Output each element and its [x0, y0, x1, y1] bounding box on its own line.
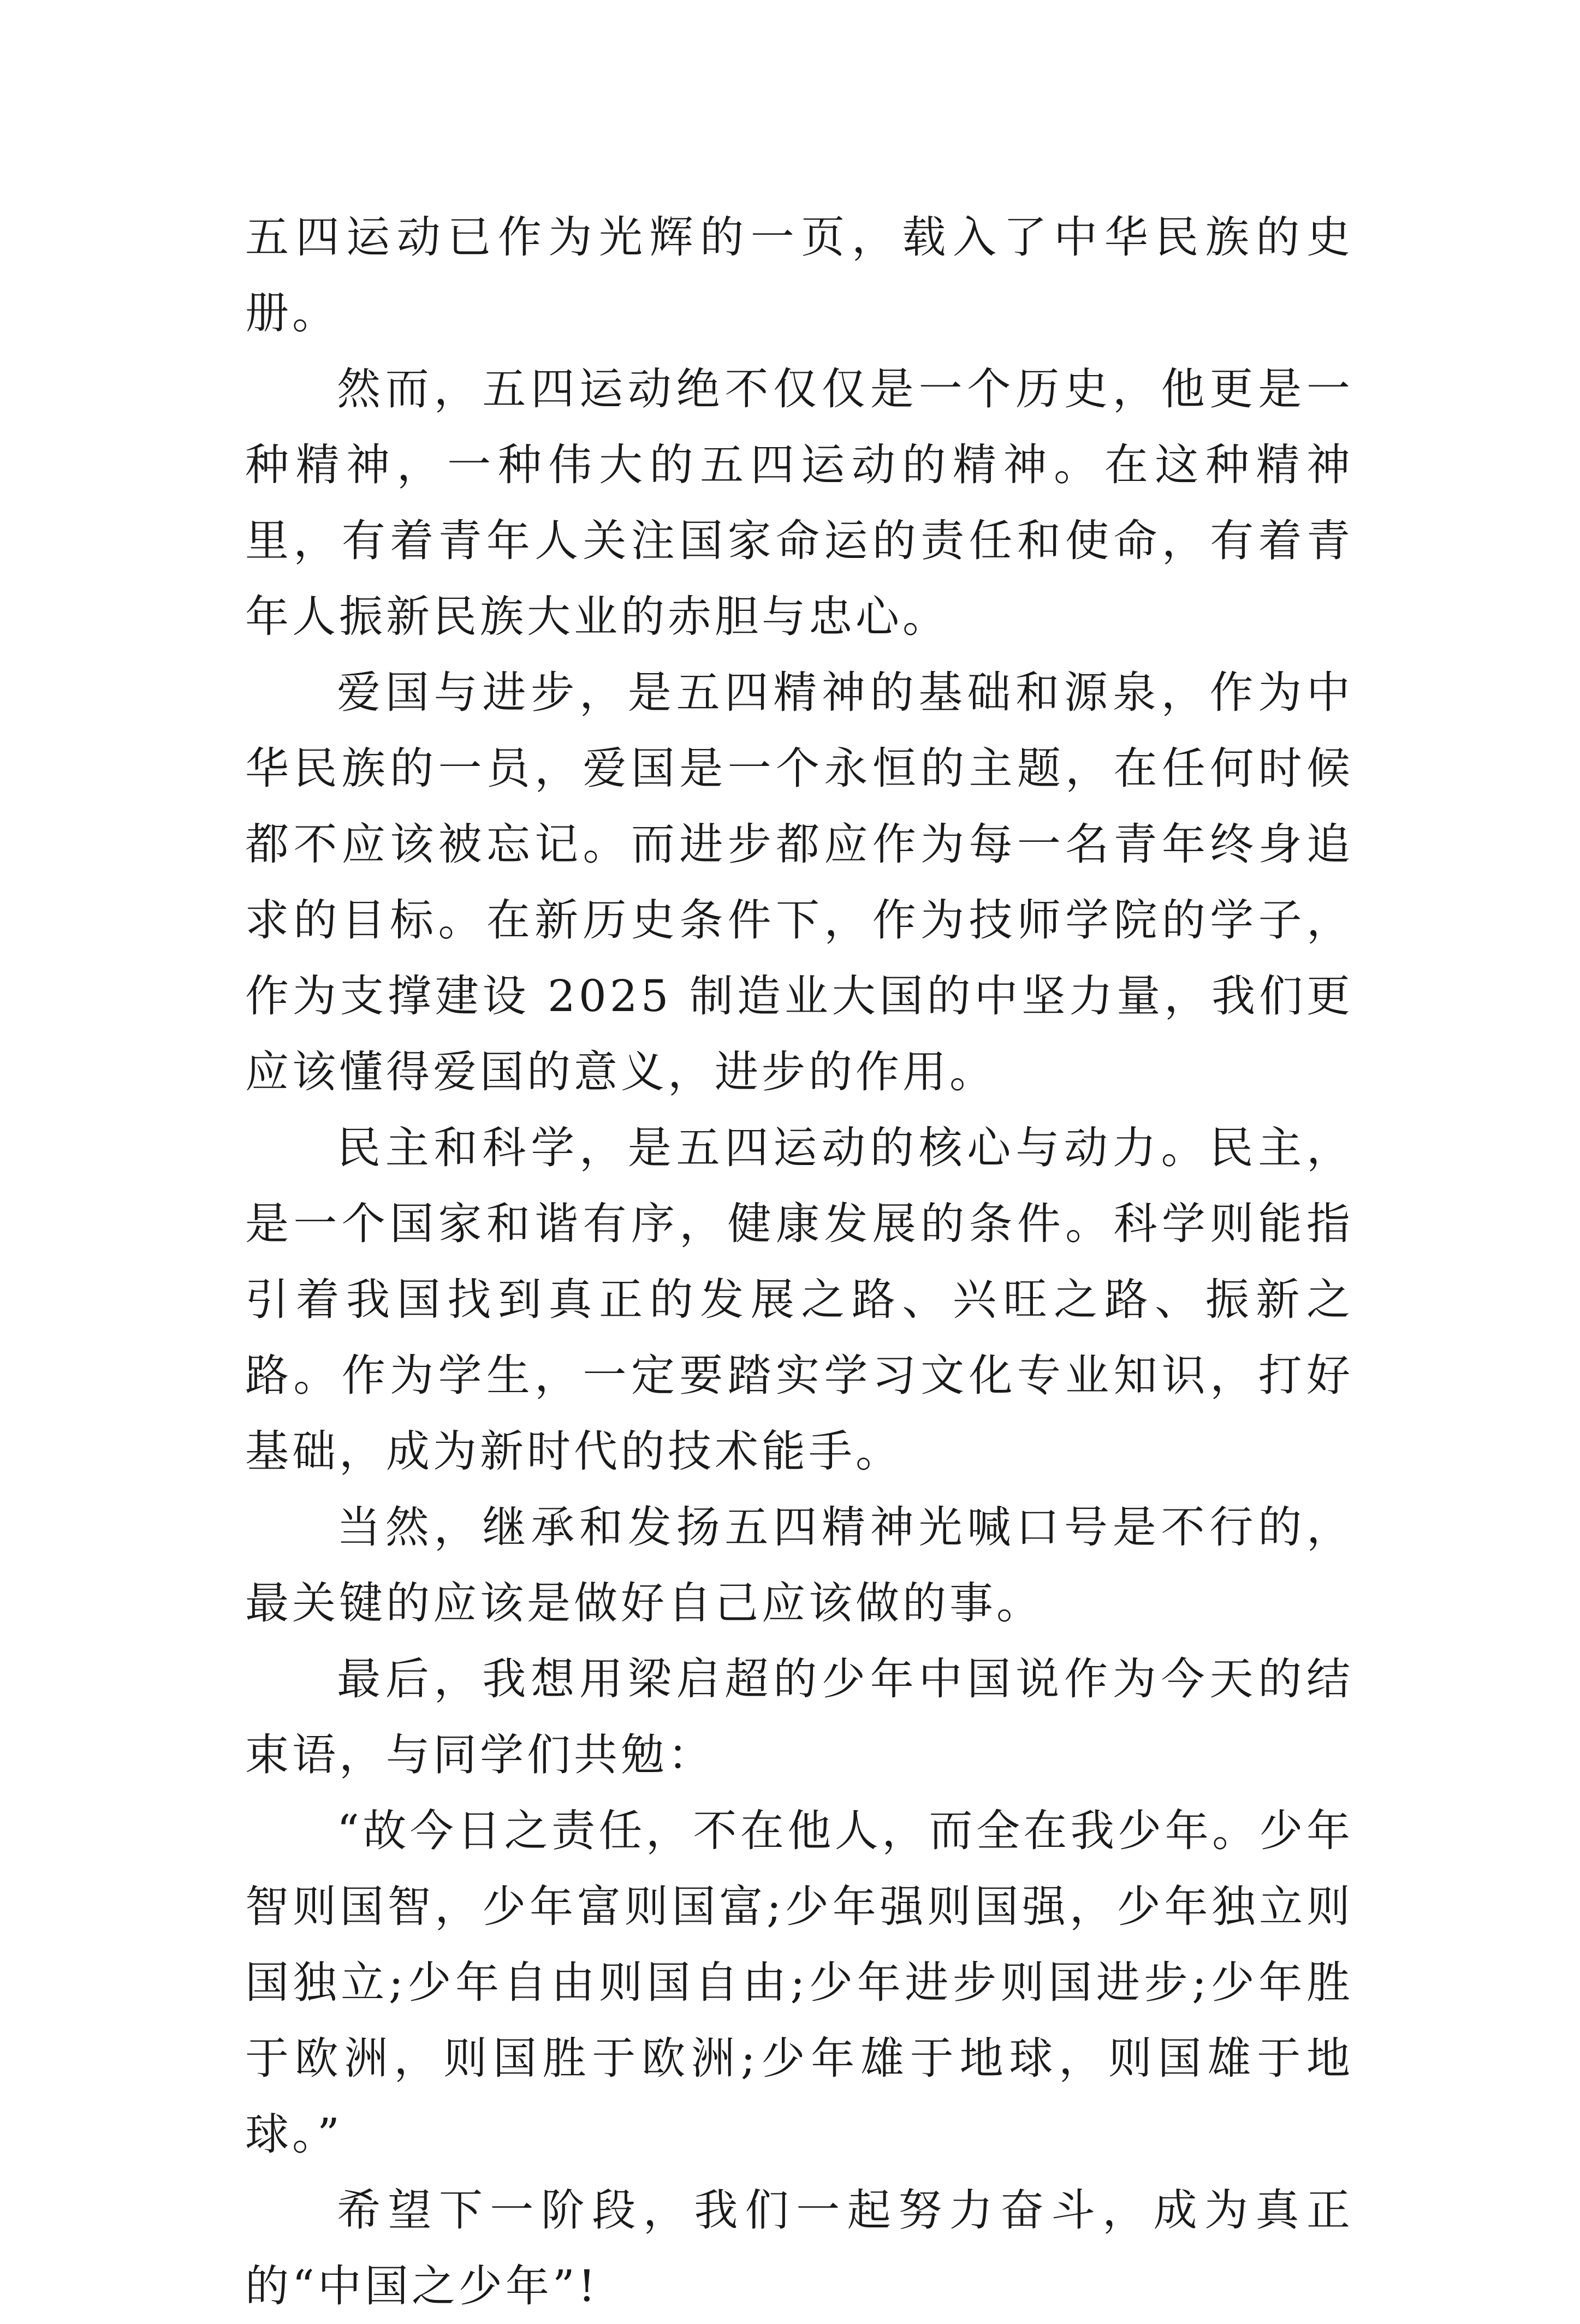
paragraph-action: 当然，继承和发扬五四精神光喊口号是不行的，最关键的应该是做好自己应该做的事。 — [245, 1502, 1353, 1628]
paragraph-final-wish: 希望下一阶段，我们一起努力奋斗，成为真正的“中国之少年”! — [245, 2185, 1353, 2311]
paragraph-closing-intro: 最后，我想用梁启超的少年中国说作为今天的结束语，与同学们共勉： — [245, 1654, 1353, 1780]
paragraph-continuation: 五四运动已作为光辉的一页，载入了中华民族的史册。 — [245, 212, 1353, 338]
document-body — [245, 199, 1353, 2324]
paragraph-patriotism: 爱国与进步，是五四精神的基础和源泉，作为中华民族的一员，爱国是一个永恒的主题，在任何时候都不应该被忘记。而进步都应作为每一名青年终身追求的目标。在新历史条件下，作为技师学院的学子，作为支撑建设 2025 制造业大国的中坚力量，我们更应该懂得爱国的意义，进步的作用。 — [245, 667, 1353, 1097]
paragraph-democracy-science: 民主和科学，是五四运动的核心与动力。民主，是一个国家和谐有序，健康发展的条件。科学则能指引着我国找到真正的发展之路、兴旺之路、振新之路。作为学生，一定要踏实学习文化专业知识，打好基础，成为新时代的技术能手。 — [245, 1122, 1353, 1477]
paragraph-spirit: 然而，五四运动绝不仅仅是一个历史，他更是一种精神，一种伟大的五四运动的精神。在这种精神里，有着青年人关注国家命运的责任和使命，有着青年人振新民族大业的赤胆与忠心。 — [245, 364, 1353, 642]
paragraph-quotation: “故今日之责任，不在他人，而全在我少年。少年智则国智，少年富则国富;少年强则国强，少年独立则国独立;少年自由则国自由;少年进步则国进步;少年胜于欧洲，则国胜于欧洲;少年雄于地球，则国雄于地球。” — [245, 1805, 1353, 2160]
